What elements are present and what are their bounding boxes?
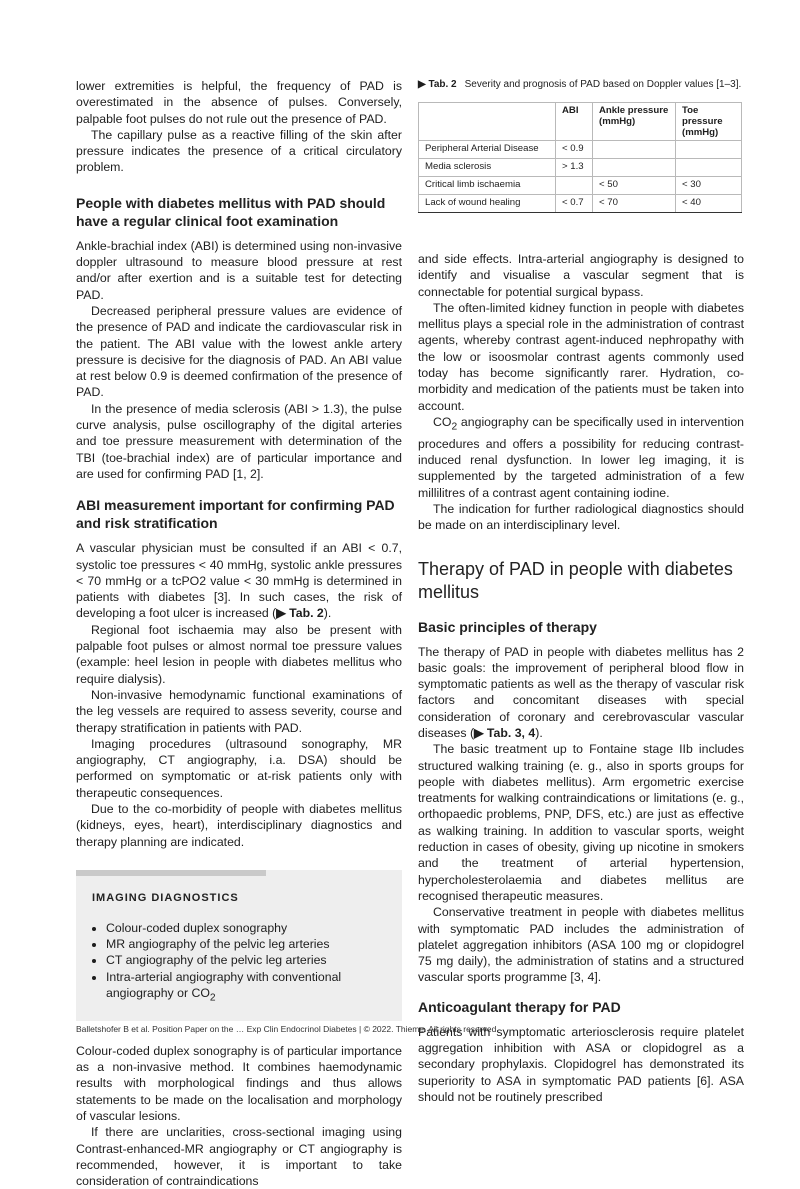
paragraph-text: CO xyxy=(433,414,452,429)
table-cell xyxy=(676,159,742,177)
list-item: • Colour-coded duplex sonography xyxy=(106,920,388,936)
imaging-diagnostics-box xyxy=(76,870,402,1021)
right-column xyxy=(418,78,744,1105)
table-cell: Peripheral Arterial Disease xyxy=(419,141,556,159)
list-item: • CT angiography of the pelvic leg arteries xyxy=(106,952,388,968)
table-cell: < 30 xyxy=(676,177,742,195)
table-cell: Media sclerosis xyxy=(419,159,556,177)
paragraph: lower extremities is helpful, the frequency of PAD is overestimated in the absence of pulses. Conversely, palpable foot pulses do not rule out the presence of PAD. xyxy=(76,79,402,126)
list-item: • MR angiography of the pelvic leg arteries xyxy=(106,936,388,952)
table-header-cell: ABI xyxy=(556,103,593,141)
left-column xyxy=(76,78,402,1189)
list-item-text: Intra-arterial angiography with conventional angiography or CO xyxy=(106,969,342,1001)
paragraph-text: A vascular physician must be consulted if an ABI < 0.7, systolic toe pressures < 40 mmHg, systolic ankle pressures < 70 mmHg or a tcPO2 value < 30 mmHg is determined in patients with diabetes [3]. In such cases, the risk of developing a foot ulcer is increased ( xyxy=(76,541,402,621)
table-label-text: Tab. 2 xyxy=(428,79,457,90)
paragraph: Conservative treatment in people with diabetes mellitus with symptomatic PAD includes the administration of platelet aggregation inhibitors (ASA 100 mg or clopidogrel 75 mg daily), the administration of statins and a structured vascular sports programme [3, 4]. xyxy=(418,905,744,985)
table-row xyxy=(419,141,742,159)
table-header-row xyxy=(419,103,742,141)
paragraph: Patients with symptomatic arteriosclerosis require platelet aggregation inhibition with ASA or clopidogrel as a secondary prophylaxis. Clopidogrel has demonstrated its superiority to ASA in symptomatic PAD patients [6]. ASA should not be routinely prescribed xyxy=(418,1024,744,1104)
paragraph: In the presence of media sclerosis (ABI > 1.3), the pulse curve analysis, pulse oscillography of the digital arteries and toe pressure measurement with determination of the TBI (toe-brachial index) are of particular importance and are used for confirming PAD [1, 2]. xyxy=(76,401,402,481)
table-cell xyxy=(556,177,593,195)
box-title: IMAGING DIAGNOSTICS xyxy=(92,891,239,904)
section-heading: People with diabetes mellitus with PAD should have a regular clinical foot examination xyxy=(76,194,386,229)
page-footer: Balletshofer B et al. Position Paper on the … Exp Clin Endocrinol Diabetes | © 2022. Thieme. All rights reserved. xyxy=(76,1024,499,1034)
paragraph: The indication for further radiological diagnostics should be made on an interdisciplinary level. xyxy=(418,501,744,533)
subscript: 2 xyxy=(209,992,216,1004)
table-cell: < 50 xyxy=(593,177,676,195)
table-caption xyxy=(418,78,744,92)
paragraph-text: ). xyxy=(323,606,332,621)
paragraph: If there are unclarities, cross-sectional imaging using Contrast-enhanced-MR angiography or CT angiography is recommended, however, it is important to take consideration of contraindications xyxy=(76,1125,402,1189)
table-cell: Critical limb ischaemia xyxy=(419,177,556,195)
table-cell: < 70 xyxy=(593,195,676,213)
paragraph xyxy=(76,540,402,621)
paragraph: Imaging procedures (ultrasound sonography, MR angiography, CT angiography, i.a. DSA) should be performed on symptomatic or at-risk patients only with therapeutic consequences. xyxy=(76,736,402,800)
paragraph-text: ). xyxy=(535,725,543,740)
subscript: 2 xyxy=(451,421,458,433)
box-accent-bar xyxy=(76,870,266,876)
paragraph: Colour-coded duplex sonography is of particular importance as a non-invasive method. It combines haemodynamic results with morphological findings and thus allows statements to be made on the localisation and morphology of vascular lesions. xyxy=(76,1043,402,1123)
paragraph: Regional foot ischaemia may also be present with palpable foot pulses or almost normal toe pressure values (example: heel lesion in people with diabetes mellitus who require dialysis). xyxy=(76,622,402,686)
table-cell: < 0.9 xyxy=(556,141,593,159)
table-label: ▶ Tab. 2 xyxy=(418,79,457,90)
chapter-heading: Therapy of PAD in people with diabetes mellitus xyxy=(418,558,733,602)
table-reference-link[interactable]: ▶ Tab. 3, 4 xyxy=(474,725,536,740)
section-heading: ABI measurement important for confirming PAD and risk stratification xyxy=(76,497,395,532)
table-header-cell: Ankle pressure (mmHg) xyxy=(593,103,676,141)
table-cell xyxy=(593,141,676,159)
section-heading: Basic principles of therapy xyxy=(418,618,597,635)
table-cell: < 0.7 xyxy=(556,195,593,213)
table-cell: Lack of wound healing xyxy=(419,195,556,213)
box-list xyxy=(90,920,388,1007)
table-cell xyxy=(593,159,676,177)
paragraph-text: The therapy of PAD in people with diabetes mellitus has 2 basic goals: the improvement of peripheral blood flow in symptomatic patients as well as the therapy of vascular risk factors and concomitant diseases with special consideration of coronary and cerebrovascular vascular diseases ( xyxy=(418,644,744,740)
paragraph: Ankle-brachial index (ABI) is determined using non-invasive doppler ultrasound to measure blood pressure at rest and/or after exertion and is a suitable test for detecting PAD. xyxy=(76,238,402,302)
table-cell xyxy=(676,141,742,159)
paragraph: The capillary pulse as a reactive filling of the skin after pressure indicates the presence of a critical circulatory problem. xyxy=(76,127,402,175)
paragraph: Decreased peripheral pressure values are evidence of the presence of PAD and indicate the cardiovascular risk in the patient. The ABI value with the lowest ankle artery pressure is decisive for the diagnosis of PAD. An ABI value at rest below 0.9 is deemed confirmation of the presence of PAD. xyxy=(76,303,402,400)
table-header-cell xyxy=(419,103,556,141)
paragraph-text: angiography can be specifically used in intervention procedures and offers a possibility for reducing contrast-induced renal dysfunction. In lower leg imaging, it is supplemented by the targeted administration of a few millilitres of a contrast agent containing iodine. xyxy=(418,414,744,500)
paragraph: Due to the co-morbidity of people with diabetes mellitus (kidneys, eyes, heart), interdisciplinary diagnostics and therapy planning are indicated. xyxy=(76,801,402,849)
table-caption-text: Severity and prognosis of PAD based on Doppler values [1–3]. xyxy=(464,79,742,90)
table-reference-link[interactable]: ▶ Tab. 2 xyxy=(276,606,324,621)
paragraph: and side effects. Intra-arterial angiography is designed to identify and visualise a vascular segment that is connectable for potential surgical bypass. xyxy=(418,252,744,299)
doppler-table xyxy=(418,102,742,213)
paragraph: The often-limited kidney function in people with diabetes mellitus plays a special role in the administration of contrast agents, whereby contrast agent-induced nephropathy with the low or isoosmolar contrast agents commonly used today has become significantly rarer. Hydration, co-morbidity and medication of the patients must be taken into account. xyxy=(418,300,744,413)
paragraph: The basic treatment up to Fontaine stage IIb includes structured walking training (e. g., also in sports groups for people with diabetes mellitus). Arm ergometric exercise treatments for walking contraindications or limitations (e. g., orthopaedic problems, PNP, DFS, etc.) are just as effective as walking training. In addition to vascular sports, weight reduction in cases of obesity, giving up nicotine in smokers and the treatment of arterial hypertension, hypercholesterolaemia and diabetes mellitus are recognised therapeutic measures. xyxy=(418,742,744,903)
table-cell: < 40 xyxy=(676,195,742,213)
table-header-cell: Toe pressure (mmHg) xyxy=(676,103,742,141)
table-row xyxy=(419,195,742,213)
section-heading: Anticoagulant therapy for PAD xyxy=(418,998,621,1015)
table-row xyxy=(419,159,742,177)
paragraph xyxy=(418,414,744,501)
table-cell: > 1.3 xyxy=(556,159,593,177)
paragraph xyxy=(418,644,744,742)
table-row xyxy=(419,177,742,195)
paragraph: Non-invasive hemodynamic functional examinations of the leg vessels are required to assess severity, course and therapy stratification in patients with PAD. xyxy=(76,687,402,735)
list-item xyxy=(106,969,388,1007)
